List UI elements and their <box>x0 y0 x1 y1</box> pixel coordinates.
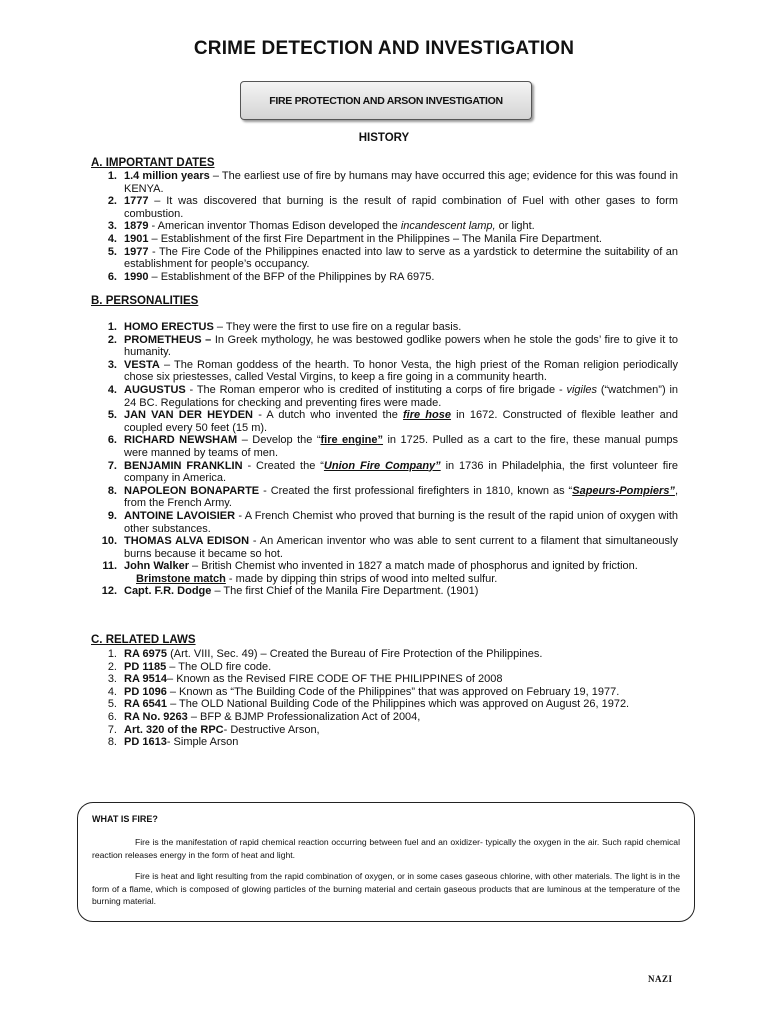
list-item <box>91 661 678 674</box>
list-item-text: – The Roman goddess of the hearth. To honor Vesta, the high priest of the Roman religion periodically chose six priestesses, called Vestal Virgins, to keep a fire going in a community hearth. <box>124 358 678 384</box>
related-laws-heading: C. RELATED LAWS <box>91 634 196 646</box>
list-item-term: PD 1185 <box>124 660 167 673</box>
list-item <box>91 195 678 220</box>
list-item-number: 12. <box>101 585 117 598</box>
list-item-underlined-term: fire engine” <box>320 434 384 447</box>
list-item <box>91 170 678 195</box>
list-item <box>91 460 678 485</box>
list-item <box>91 535 678 560</box>
list-item-term: Art. 320 of the RPC <box>124 723 224 736</box>
document-title: CRIME DETECTION AND INVESTIGATION <box>193 38 575 59</box>
list-item-text: in 1736 in Philadelphia, the first volunteer fire company in America. <box>124 459 678 485</box>
list-item-term: PD 1613 <box>124 736 167 749</box>
list-item-underlined-term: Brimstone match <box>136 572 226 585</box>
list-item <box>91 384 678 409</box>
list-item-term: 1.4 million years <box>124 170 210 182</box>
list-item <box>91 711 678 724</box>
list-item-number: 5. <box>107 409 117 422</box>
list-item-number: 3. <box>107 358 117 371</box>
list-item-term: 1990 <box>124 270 149 283</box>
list-item-text: – BFP & BJMP Professionalization Act of 2004, <box>187 710 421 723</box>
list-item-text: – They were the first to use fire on a regular basis. <box>213 321 462 333</box>
list-item-text: - A dutch who invented the <box>253 409 403 422</box>
list-item-text: – British Chemist who invented in 1827 a match made of phosphorus and ignited by friction. <box>189 560 638 573</box>
list-item <box>91 510 678 535</box>
list-item-text: in 1725. Pulled as a cart to the fire, these manual pumps were manned by teams of men. <box>124 434 679 459</box>
list-item-number: 10. <box>101 535 117 548</box>
list-item-term: ANTOINE LAVOISIER <box>124 509 236 522</box>
list-item-number: 4. <box>107 232 117 245</box>
section-banner <box>240 81 532 120</box>
list-item-number: 11. <box>102 560 117 573</box>
list-item-term: PROMETHEUS – <box>124 333 212 346</box>
list-item-text: - Destructive Arson, <box>223 723 320 736</box>
important-dates-heading: A. IMPORTANT DATES <box>91 157 215 169</box>
list-item-text: (“watchmen”) in 24 BC. Regulations for checking and preventing fires were made. <box>124 383 679 409</box>
list-item-term: 1879 <box>124 220 149 233</box>
list-item-term: 1977 <box>124 245 149 258</box>
list-item <box>91 246 678 271</box>
list-item <box>91 409 678 434</box>
list-item <box>91 271 678 284</box>
list-item-number: 6. <box>107 710 117 723</box>
what-is-fire-heading: WHAT IS FIRE? <box>92 814 158 824</box>
list-item-text: - The Roman emperor who is credited of instituting a corps of fire brigade - <box>185 383 567 396</box>
personalities-heading: B. PERSONALITIES <box>91 295 199 307</box>
list-item-number: 5. <box>107 698 117 711</box>
important-dates-list <box>91 170 678 283</box>
list-item-number: 1. <box>107 648 117 660</box>
list-item <box>91 698 678 711</box>
list-item-term: PD 1096 <box>124 685 167 698</box>
list-item-term: BENJAMIN FRANKLIN <box>124 459 243 472</box>
list-item <box>91 321 678 334</box>
list-item-term: NAPOLEON BONAPARTE <box>124 484 260 497</box>
list-item-text: - A French Chemist who proved that burning is the result of the rapid union of oxygen with other substances. <box>124 509 678 535</box>
list-item-underlined-term: Sapeurs-Pompiers” <box>572 484 675 497</box>
list-item-term: RA 9514 <box>124 673 168 686</box>
list-item-number: 4. <box>107 685 117 698</box>
list-item-text: - American inventor Thomas Edison developed the <box>148 220 401 233</box>
list-item <box>91 220 678 233</box>
list-item-text: - An American inventor who was able to sent current to a filament that simultaneously burns because it became so hot. <box>124 535 678 560</box>
list-item <box>91 434 678 459</box>
list-item-emphasis: incandescent lamp, <box>400 220 496 233</box>
list-item-text: , from the French Army. <box>124 484 678 510</box>
list-item-text: – Establishment of the first Fire Department in the Philippines – The Manila Fire Department. <box>148 232 602 245</box>
list-item-number: 7. <box>107 459 117 472</box>
list-item-text: in 1672. Constructed of flexible leather and coupled every 50 feet (15 m). <box>124 409 678 434</box>
list-item-text: - The Fire Code of the Philippines enacted into law to serve as a yardstick to determine the suitability of an establishment for people’s occupancy. <box>124 245 678 271</box>
list-item <box>91 686 678 699</box>
list-item-text: or light. <box>495 220 535 233</box>
what-is-fire-box <box>77 802 695 922</box>
list-item <box>91 334 678 359</box>
list-item <box>91 585 678 598</box>
list-item-text: – Known as “The Building Code of the Philippines” that was approved on February 19, 1977. <box>166 685 620 698</box>
footer-author: NAZI <box>648 974 673 984</box>
list-item-term: VESTA <box>124 358 160 371</box>
list-item-number: 8. <box>107 736 117 749</box>
fire-definition-paragraph: Fire is heat and light resulting from the rapid combination of oxygen, or in some cases gaseous chlorine, with other materials. The light is in the form of a flame, which is composed of glowing particles of the burning material and certain gaseous products that are luminous at the temperature of the burning material. <box>92 871 680 907</box>
list-item-underlined-term: Union Fire Company” <box>323 459 441 472</box>
list-item <box>91 359 678 384</box>
section-banner-label: FIRE PROTECTION AND ARSON INVESTIGATION <box>269 94 503 107</box>
list-item <box>91 648 678 661</box>
list-item-number: 9. <box>107 509 117 522</box>
list-item-text: - Simple Arson <box>166 736 239 749</box>
list-item-text: In Greek mythology, he was bestowed godlike powers when he stole the gods’ fire to give it to humanity. <box>124 333 678 359</box>
list-item-number: 2. <box>107 195 117 208</box>
list-item-term: RICHARD NEWSHAM <box>124 434 238 447</box>
list-item-text: – It was discovered that burning is the result of rapid combination of Fuel with other gases to form combustion. <box>124 195 678 220</box>
list-item-text: – Establishment of the BFP of the Philippines by RA 6975. <box>148 270 435 283</box>
list-item-number: 1. <box>107 170 117 182</box>
list-item-term: THOMAS ALVA EDISON <box>124 535 250 548</box>
list-item-text: – The earliest use of fire by humans may have occurred this age; evidence for this was found in KENYA. <box>124 170 679 195</box>
list-item-number: 6. <box>107 434 117 447</box>
list-item-number: 2. <box>107 333 117 346</box>
list-item-underlined-term: fire hose <box>403 409 451 422</box>
list-item-emphasis: vigiles <box>566 383 598 396</box>
list-item-number: 3. <box>107 673 117 686</box>
list-item-text: - Created the “ <box>242 459 324 472</box>
list-item-term: AUGUSTUS <box>124 383 186 396</box>
related-laws-list <box>91 648 678 749</box>
list-item <box>91 485 678 510</box>
list-item <box>91 673 678 686</box>
list-item-term: RA No. 9263 <box>124 710 188 723</box>
list-item <box>91 724 678 737</box>
list-item-term: 1901 <box>124 232 149 245</box>
list-item-term: RA 6541 <box>124 698 168 711</box>
list-item-number: 4. <box>107 383 117 396</box>
list-item-number: 6. <box>107 270 117 283</box>
fire-definition-paragraph: Fire is the manifestation of rapid chemical reaction occurring between fuel and an oxidizer- typically the oxygen in the air. Such rapid chemical reaction releases energy in the form of heat and light. <box>92 837 680 860</box>
list-item-number: 7. <box>107 723 117 736</box>
list-item-term: HOMO ERECTUS <box>124 321 214 333</box>
list-item-text: – Develop the “ <box>237 434 321 447</box>
list-item-term: JAN VAN DER HEYDEN <box>124 409 254 422</box>
list-item-text: – The first Chief of the Manila Fire Department. (1901) <box>211 585 479 598</box>
list-item-text: - Created the first professional firefighters in 1810, known as “ <box>259 484 573 497</box>
list-item-term: RA 6975 <box>124 648 168 660</box>
list-item-text: – The OLD fire code. <box>166 660 272 673</box>
list-item-number: 1. <box>107 321 117 333</box>
list-item-text: - made by dipping thin strips of wood into melted sulfur. <box>225 572 498 585</box>
list-item-text: – The OLD National Building Code of the Philippines which was approved on August 26, 1972. <box>167 698 630 711</box>
list-item <box>91 573 678 586</box>
list-item-term: Capt. F.R. Dodge <box>124 585 212 598</box>
list-item-text: (Art. VIII, Sec. 49) – Created the Bureau of Fire Protection of the Philippines. <box>167 648 543 660</box>
list-item-term: John Walker <box>124 560 189 573</box>
list-item-number: 2. <box>107 660 117 673</box>
list-item <box>91 233 678 246</box>
personalities-list <box>91 321 678 598</box>
list-item-text: – Known as the Revised FIRE CODE OF THE PHILIPPINES of 2008 <box>167 673 503 686</box>
list-item <box>91 560 678 573</box>
list-item-term: 1777 <box>124 195 149 208</box>
list-item-number: 3. <box>107 220 117 233</box>
history-heading: HISTORY <box>358 132 410 144</box>
list-item-number: 5. <box>107 245 117 258</box>
list-item-number: 8. <box>107 484 117 497</box>
list-item <box>91 736 678 749</box>
